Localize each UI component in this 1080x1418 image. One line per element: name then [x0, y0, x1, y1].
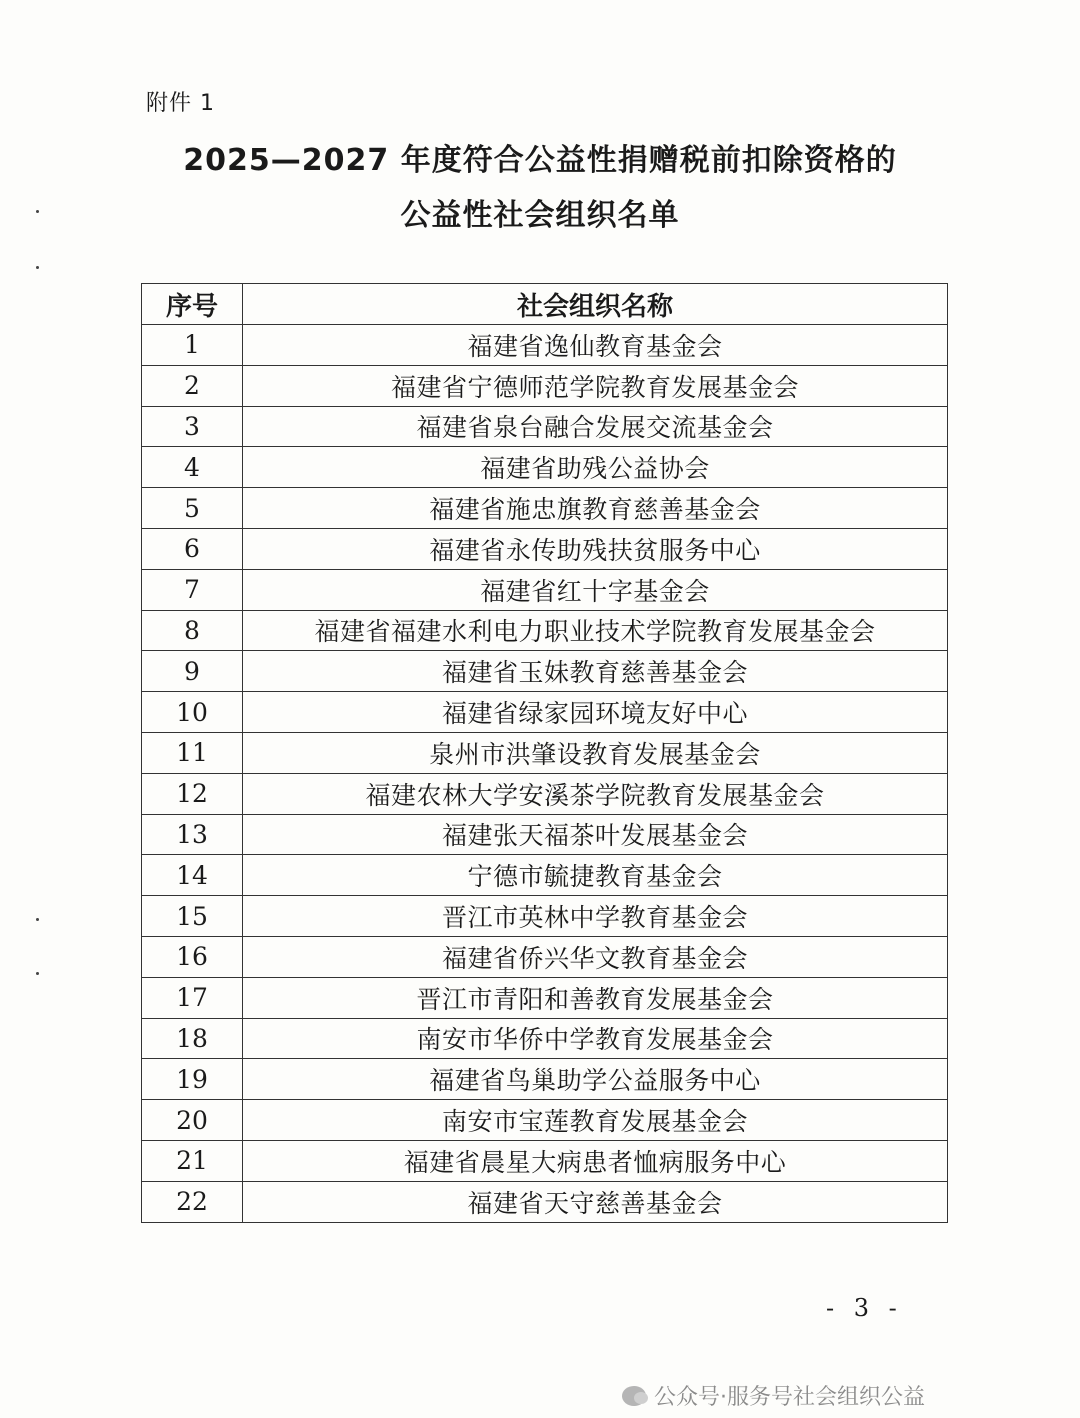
table-row: [142, 814, 948, 855]
table-row: [142, 692, 948, 733]
table-row: [142, 1140, 948, 1181]
table-row: [142, 896, 948, 937]
row-index: 19: [142, 1059, 243, 1100]
row-organization-name: 福建省玉妹教育慈善基金会: [243, 651, 948, 692]
row-organization-name: 福建省福建水利电力职业技术学院教育发展基金会: [243, 610, 948, 651]
table-row: [142, 1181, 948, 1222]
table-row: [142, 855, 948, 896]
wechat-icon: [622, 1386, 646, 1406]
row-index: 16: [142, 936, 243, 977]
row-index: 1: [142, 325, 243, 366]
row-organization-name: 福建省红十字基金会: [243, 569, 948, 610]
row-index: 7: [142, 569, 243, 610]
row-index: 3: [142, 406, 243, 447]
row-index: 21: [142, 1140, 243, 1181]
watermark: [622, 1380, 925, 1411]
row-organization-name: 宁德市毓捷教育基金会: [243, 855, 948, 896]
table-row: [142, 977, 948, 1018]
row-index: 2: [142, 365, 243, 406]
table-row: [142, 488, 948, 529]
attachment-label: 附件 1: [146, 91, 215, 116]
row-index: 9: [142, 651, 243, 692]
row-index: 5: [142, 488, 243, 529]
row-index: 4: [142, 447, 243, 488]
row-index: 14: [142, 855, 243, 896]
watermark-text: 公众号·服务号社会组织公益: [654, 1385, 925, 1410]
header-organization-name: 社会组织名称: [243, 284, 948, 325]
table-row: [142, 936, 948, 977]
table-row: [142, 447, 948, 488]
row-index: 11: [142, 732, 243, 773]
row-organization-name: 福建省泉台融合发展交流基金会: [243, 406, 948, 447]
row-organization-name: 福建省晨星大病患者恤病服务中心: [243, 1140, 948, 1181]
row-index: 22: [142, 1181, 243, 1222]
row-index: 20: [142, 1100, 243, 1141]
row-index: 10: [142, 692, 243, 733]
page-number: - 3 -: [826, 1294, 903, 1322]
document-title-line2: 公益性社会组织名单: [400, 198, 680, 233]
row-organization-name: 泉州市洪肇设教育发展基金会: [243, 732, 948, 773]
scan-speck: [36, 918, 39, 921]
table-row: [142, 528, 948, 569]
table-header-row: [142, 284, 948, 325]
row-organization-name: 南安市宝莲教育发展基金会: [243, 1100, 948, 1141]
scan-speck: [36, 266, 39, 269]
table-row: [142, 610, 948, 651]
row-organization-name: 晋江市英林中学教育基金会: [243, 896, 948, 937]
row-index: 17: [142, 977, 243, 1018]
row-index: 12: [142, 773, 243, 814]
scan-speck: [36, 972, 39, 975]
row-index: 13: [142, 814, 243, 855]
row-organization-name: 福建省绿家园环境友好中心: [243, 692, 948, 733]
organization-table: [141, 283, 948, 1223]
row-organization-name: 福建省宁德师范学院教育发展基金会: [243, 365, 948, 406]
header-index: 序号: [142, 284, 243, 325]
row-organization-name: 南安市华侨中学教育发展基金会: [243, 1018, 948, 1059]
table-row: [142, 1018, 948, 1059]
table-row: [142, 732, 948, 773]
document-title-line1: 2025—2027 年度符合公益性捐赠税前扣除资格的: [183, 143, 897, 178]
row-organization-name: 晋江市青阳和善教育发展基金会: [243, 977, 948, 1018]
table-row: [142, 325, 948, 366]
table-row: [142, 569, 948, 610]
table-row: [142, 1059, 948, 1100]
row-index: 8: [142, 610, 243, 651]
row-index: 6: [142, 528, 243, 569]
table-row: [142, 365, 948, 406]
row-organization-name: 福建省天守慈善基金会: [243, 1181, 948, 1222]
table-row: [142, 1100, 948, 1141]
row-organization-name: 福建张天福茶叶发展基金会: [243, 814, 948, 855]
table-row: [142, 773, 948, 814]
scan-speck: [36, 210, 39, 213]
row-organization-name: 福建农林大学安溪茶学院教育发展基金会: [243, 773, 948, 814]
row-organization-name: 福建省施忠旗教育慈善基金会: [243, 488, 948, 529]
row-organization-name: 福建省逸仙教育基金会: [243, 325, 948, 366]
table-row: [142, 651, 948, 692]
row-organization-name: 福建省助残公益协会: [243, 447, 948, 488]
row-organization-name: 福建省永传助残扶贫服务中心: [243, 528, 948, 569]
row-index: 15: [142, 896, 243, 937]
row-organization-name: 福建省鸟巢助学公益服务中心: [243, 1059, 948, 1100]
table-row: [142, 406, 948, 447]
row-index: 18: [142, 1018, 243, 1059]
row-organization-name: 福建省侨兴华文教育基金会: [243, 936, 948, 977]
table-body: [142, 325, 948, 1223]
